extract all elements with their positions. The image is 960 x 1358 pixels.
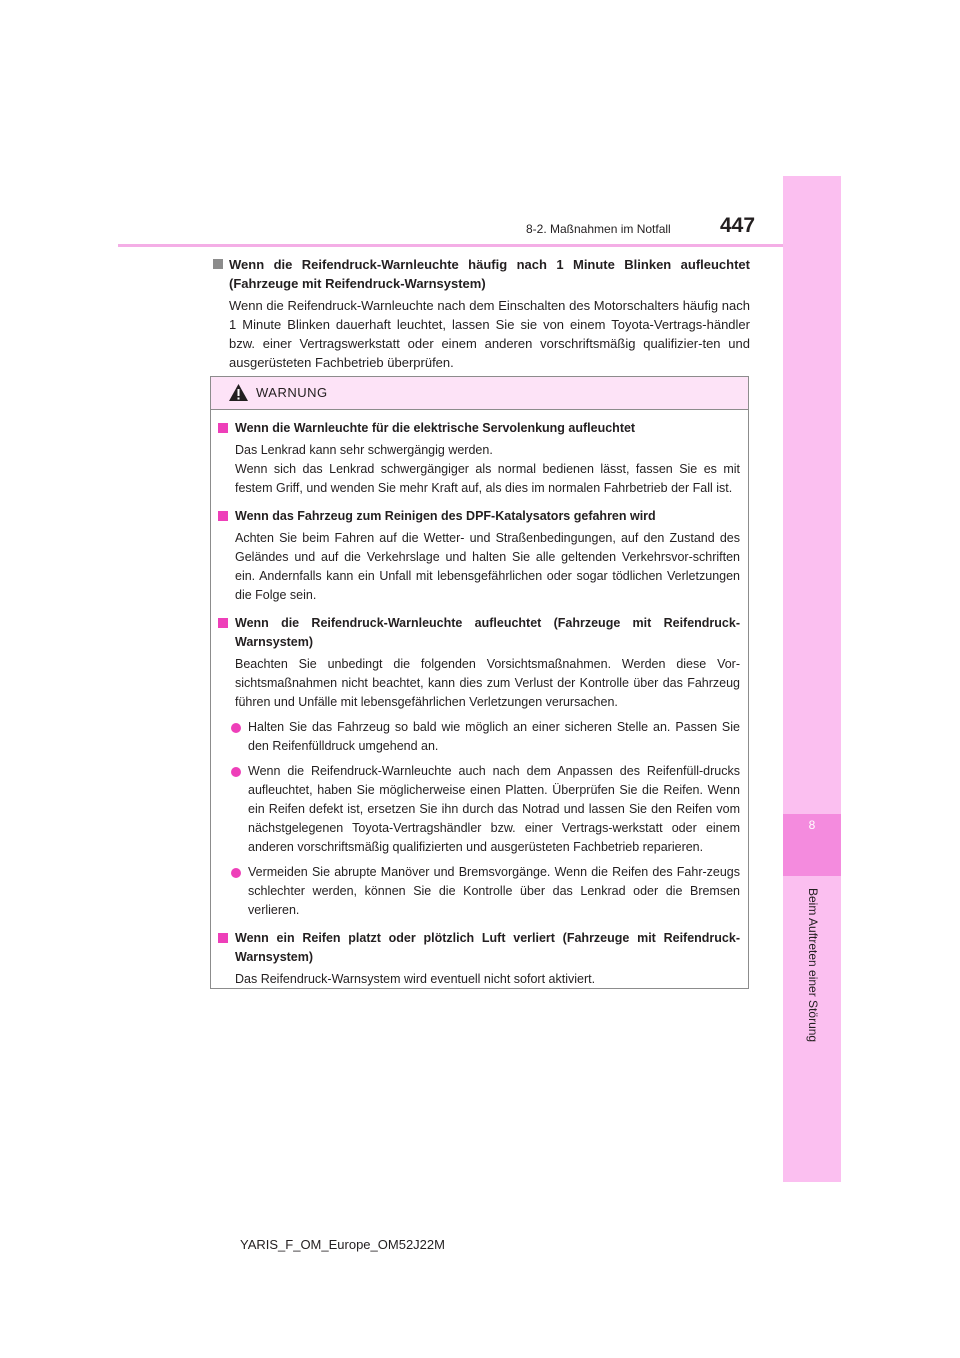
intro-text: Wenn die Reifendruck-Warnleuchte nach dem Einschalten des Motorschalters häufig nach 1 Minute Blinken dauerhaft leuchtet, lassen Sie sie von einem Toyota-Vertrags-händler bzw. einer Vertragswerkstatt oder einem anderen vorschriftsmäßig qualifizier-ten und ausgerüsteten Fachbetrieb überprüfen. [229,298,750,370]
warning-item [216,507,740,605]
square-bullet-icon [218,618,228,628]
warning-item-heading [216,507,740,526]
warning-item-heading-text: Wenn ein Reifen platzt oder plötzlich Luft verliert (Fahrzeuge mit Reifendruck-Warnsystem) [235,931,740,964]
warning-triangle-icon [228,383,249,402]
warning-title: WARNUNG [256,385,328,400]
warning-item [216,929,740,989]
list-item-text: Halten Sie das Fahrzeug so bald wie möglich an einer sicheren Stelle an. Passen Sie den Reifenfülldruck umgehend an. [248,720,740,753]
warning-item-heading [216,419,740,438]
intro-heading [210,255,750,293]
bullet-list [216,718,740,920]
warning-item-heading-text: Wenn das Fahrzeug zum Reinigen des DPF-Katalysators gefahren wird [235,509,656,523]
warning-item [216,419,740,498]
list-item-text: Wenn die Reifendruck-Warnleuchte auch nach dem Anpassen des Reifenfüll-drucks aufleuchtet, haben Sie möglicherweise einen Platten. Überprüfen Sie die Reifen. Wenn ein Reifen defekt ist, ersetzen Sie ihn durch das Notrad und lassen Sie den Reifen vom nächstgelegenen Toyota-Vertragshändler bzw. einer Vertrags-werkstatt oder einem anderen vorschriftsmäßig qualifizierten und ausgerüsteten Fachbetrieb reparieren. [248,764,740,854]
chapter-number: 8 [808,818,816,832]
warning-item-heading [216,929,740,967]
round-bullet-icon [231,767,241,777]
round-bullet-icon [231,868,241,878]
warning-header [211,377,748,410]
warning-item-text: Das Reifendruck-Warnsystem wird eventuell nicht sofort aktiviert. [235,972,596,986]
square-bullet-icon [218,423,228,433]
list-item [216,718,740,756]
warning-item-heading [216,614,740,652]
square-bullet-icon [218,511,228,521]
list-item [216,863,740,920]
warning-item-heading-text: Wenn die Warnleuchte für die elektrische Servolenkung aufleuchtet [235,421,636,435]
warning-item-heading-text: Wenn die Reifendruck-Warnleuchte aufleuchtet (Fahrzeuge mit Reifendruck-Warnsystem) [235,616,740,649]
warning-box [210,376,749,989]
header-divider [118,244,783,247]
warning-item-text: Das Lenkrad kann sehr schwergängig werden. [235,443,493,457]
page-number: 447 [720,214,756,237]
chapter-title: Beim Auftreten einer Störung [806,888,820,1043]
square-bullet-icon [218,933,228,943]
warning-item-text: Wenn sich das Lenkrad schwergängiger als normal bedienen lässt, fassen Sie es mit festem Griff, und wenden Sie mehr Kraft auf, als dies im normalen Fahrbetrieb der Fall ist. [235,462,740,495]
round-bullet-icon [231,723,241,733]
section-title: 8-2. Maßnahmen im Notfall [526,222,671,236]
square-bullet-icon [213,259,223,269]
list-item-text: Vermeiden Sie abrupte Manöver und Bremsvorgänge. Wenn die Reifen des Fahr-zeugs schlechter werden, können Sie die Kontrolle über das Lenkrad oder die Bremsen verlieren. [248,865,740,917]
intro-heading-text: Wenn die Reifendruck-Warnleuchte häufig nach 1 Minute Blinken aufleuchtet (Fahrzeuge mit Reifendruck-Warnsystem) [229,257,750,291]
document-id: YARIS_F_OM_Europe_OM52J22M [240,1237,445,1252]
list-item [216,762,740,857]
warning-item-text: Achten Sie beim Fahren auf die Wetter- und Straßenbedingungen, auf den Zustand des Geländes und auf die Verkehrslage und halten Sie alle geltenden Verkehrsvor-schriften ein. Andernfalls kann ein Unfall mit lebensgefährlichen oder sogar tödlichen Verletzungen die Folge sein. [235,531,740,602]
intro-section [210,255,750,372]
warning-item-text: Beachten Sie unbedingt die folgenden Vorsichtsmaßnahmen. Werden diese Vor-sichtsmaßnahmen nicht beachtet, kann dies zum Verlust der Kontrolle über das Fahrzeug führen und Unfälle mit lebensgefährlichen Verletzungen verursachen. [235,657,740,709]
warning-body [211,410,748,989]
warning-item [216,614,740,920]
